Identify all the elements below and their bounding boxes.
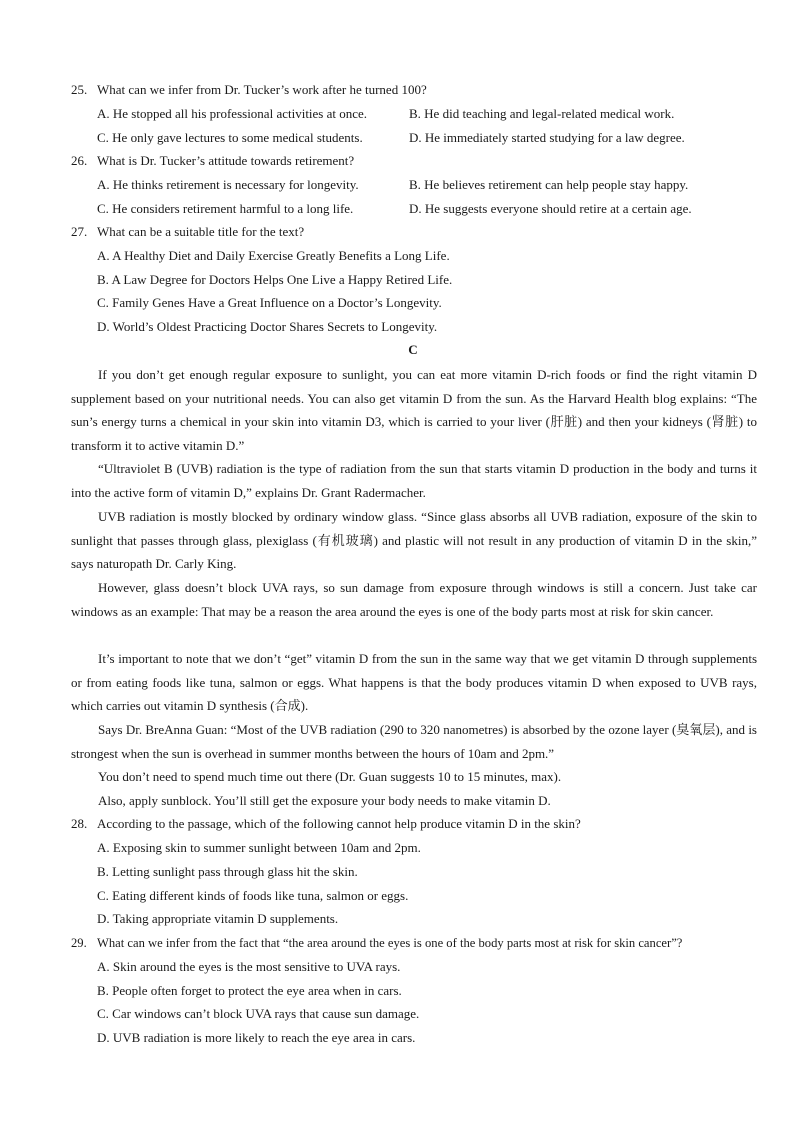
question-text: What is Dr. Tucker’s attitude towards retirement? — [97, 153, 355, 168]
option-28-a: A. Exposing skin to summer sunlight between 10am and 2pm. — [97, 840, 421, 855]
section-heading: C — [408, 342, 418, 357]
option-27-c: C. Family Genes Have a Great Influence on a Doctor’s Longevity. — [97, 295, 442, 310]
option-25-b: B. He did teaching and legal-related medical work. — [409, 106, 675, 121]
passage-paragraph: Says Dr. BreAnna Guan: “Most of the UVB radiation (290 to 320 nanometres) is absorbed by the ozone layer (臭氧层), and is strongest when the sun is overhead in summer months between the hours of 10am and 2pm.” — [71, 722, 757, 761]
question-27 — [71, 224, 304, 240]
question-29 — [71, 935, 682, 951]
question-number: 28. — [71, 816, 88, 831]
option-25-d: D. He immediately started studying for a law degree. — [409, 130, 685, 145]
option-26-d: D. He suggests everyone should retire at a certain age. — [409, 201, 692, 216]
question-number: 27. — [71, 224, 88, 239]
passage-paragraph: However, glass doesn’t block UVA rays, so sun damage from exposure through windows is still a concern. Just take car windows as an example: That may be a reason the area around the eyes is one of the body parts most at risk for skin cancer. — [71, 580, 757, 619]
option-25-c: C. He only gave lectures to some medical students. — [97, 130, 363, 145]
passage-paragraph: You don’t need to spend much time out there (Dr. Guan suggests 10 to 15 minutes, max). — [98, 769, 562, 784]
passage-paragraph: Also, apply sunblock. You’ll still get the exposure your body needs to make vitamin D. — [98, 793, 551, 808]
option-26-a: A. He thinks retirement is necessary for longevity. — [97, 177, 359, 192]
option-26-b: B. He believes retirement can help people stay happy. — [409, 177, 689, 192]
question-number: 25. — [71, 82, 88, 97]
passage-paragraph: “Ultraviolet B (UVB) radiation is the type of radiation from the sun that starts vitamin D production in the body and turns it into the active form of vitamin D,” explains Dr. Grant Radermacher. — [71, 461, 757, 500]
passage-paragraph: If you don’t get enough regular exposure to sunlight, you can eat more vitamin D-rich foods or find the right vitamin D supplement based on your nutritional needs. You can also get vitamin D from the sun. As the Harvard Health blog explains: “The sun’s energy turns a chemical in your skin into vitamin D3, which is carried to your liver (肝脏) and then your kidneys (肾脏) to transform it to active vitamin D.” — [71, 367, 757, 454]
option-28-c: C. Eating different kinds of foods like tuna, salmon or eggs. — [97, 888, 409, 903]
option-29-b: B. People often forget to protect the eye area when in cars. — [97, 983, 402, 998]
question-25 — [71, 82, 427, 98]
option-27-b: B. A Law Degree for Doctors Helps One Live a Happy Retired Life. — [97, 272, 453, 287]
question-text: What can we infer from the fact that “the area around the eyes is one of the body parts most at risk for skin cancer”? — [97, 936, 683, 950]
question-text: What can be a suitable title for the text? — [97, 224, 305, 239]
option-25-a: A. He stopped all his professional activities at once. — [97, 106, 368, 121]
option-29-c: C. Car windows can’t block UVA rays that cause sun damage. — [97, 1006, 420, 1021]
question-text: According to the passage, which of the following cannot help produce vitamin D in the skin? — [97, 816, 581, 831]
option-28-b: B. Letting sunlight pass through glass hit the skin. — [97, 864, 358, 879]
passage-paragraph: It’s important to note that we don’t “get” vitamin D from the sun in the same way that we get vitamin D through supplements or from eating foods like tuna, salmon or eggs. What happens is that the body produces vitamin D when exposed to UVB rays, which carries out vitamin D synthesis (合成). — [71, 651, 757, 714]
option-27-a: A. A Healthy Diet and Daily Exercise Greatly Benefits a Long Life. — [97, 248, 450, 263]
question-number: 29. — [71, 936, 87, 950]
option-29-a: A. Skin around the eyes is the most sensitive to UVA rays. — [97, 959, 401, 974]
question-26 — [71, 153, 354, 169]
option-28-d: D. Taking appropriate vitamin D supplements. — [97, 911, 339, 926]
option-26-c: C. He considers retirement harmful to a long life. — [97, 201, 354, 216]
question-number: 26. — [71, 153, 88, 168]
question-28 — [71, 816, 581, 832]
question-text: What can we infer from Dr. Tucker’s work after he turned 100? — [97, 82, 427, 97]
option-29-d: D. UVB radiation is more likely to reach the eye area in cars. — [97, 1030, 416, 1045]
passage-paragraph: UVB radiation is mostly blocked by ordinary window glass. “Since glass absorbs all UVB radiation, exposure of the skin to sunlight that passes through glass, plexiglass (有机玻璃) and plastic will not result in any production of vitamin D in the skin,” says naturopath Dr. Carly King. — [71, 509, 757, 572]
option-27-d: D. World’s Oldest Practicing Doctor Shares Secrets to Longevity. — [97, 319, 438, 334]
